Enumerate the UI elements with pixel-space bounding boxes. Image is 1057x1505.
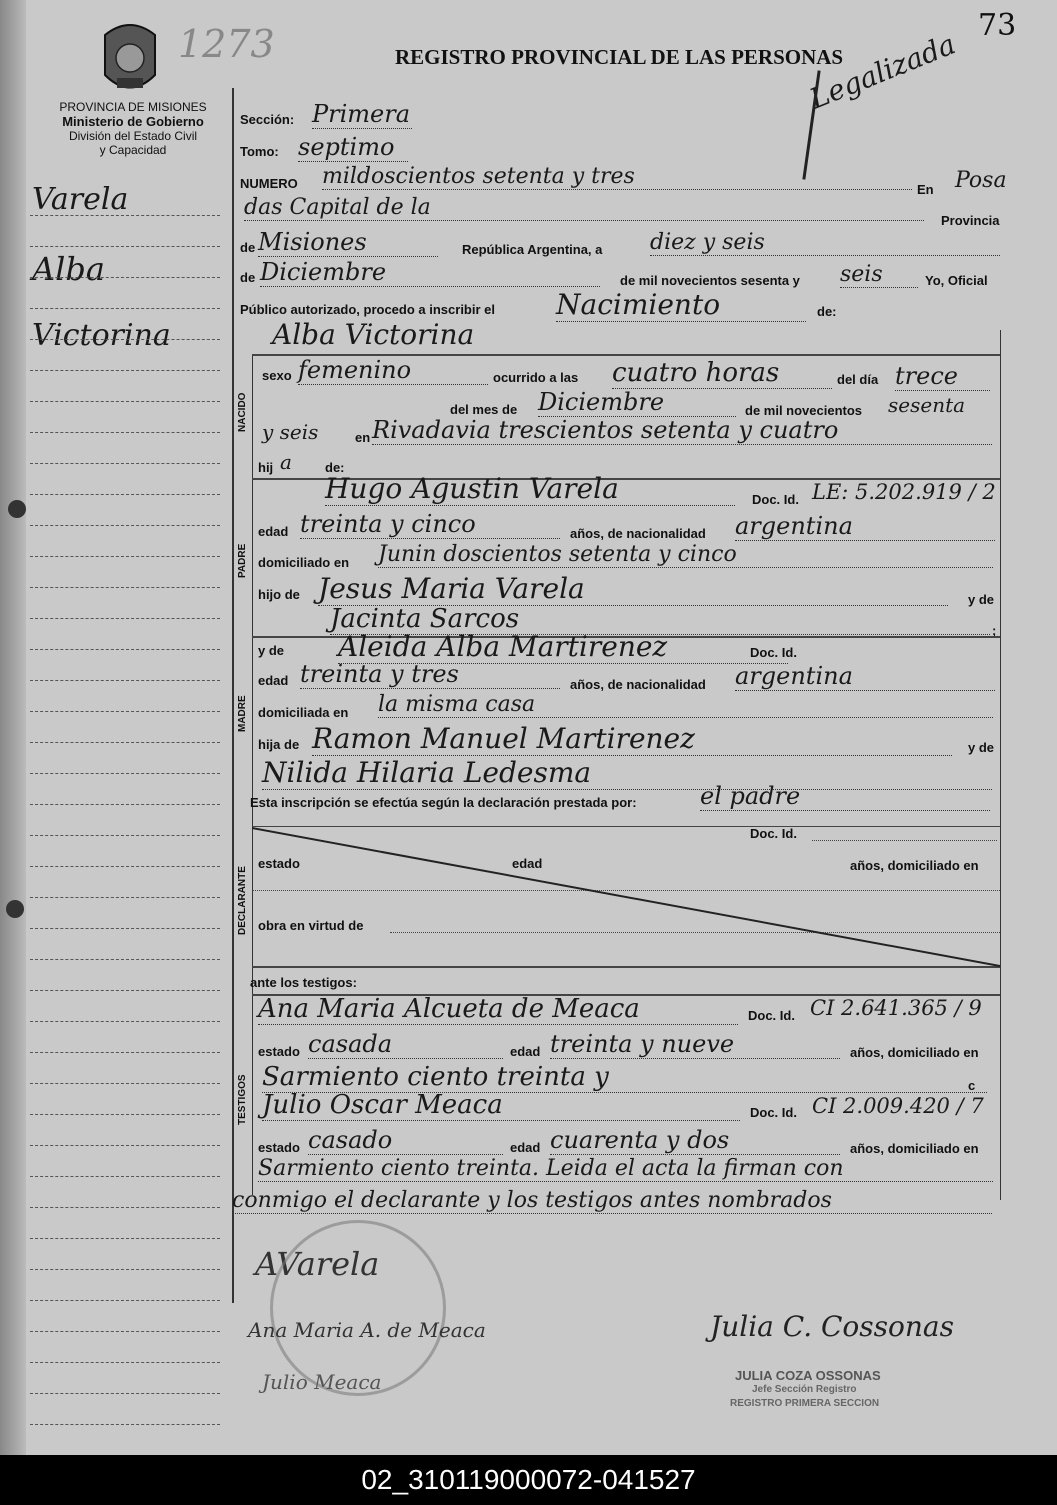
month-value: Diciembre	[260, 258, 600, 287]
handwritten-top-number: 1273	[178, 22, 275, 66]
testigo1-estado-label: estado	[258, 1044, 300, 1059]
margin-rule-line	[30, 1238, 220, 1239]
madre-name: Aleida Alba Martirenez	[338, 630, 788, 664]
margin-rule-line	[30, 1207, 220, 1208]
mes-value: Diciembre	[538, 388, 736, 417]
margin-rule-line	[30, 742, 220, 743]
margin-rule-line	[30, 711, 220, 712]
madre-edad-value: treinta y tres	[300, 660, 560, 689]
testigo2-anos-label: años, domiciliado en	[850, 1141, 979, 1156]
en-label: En	[917, 182, 934, 197]
section-frame-inner	[252, 355, 253, 1195]
en-value: Posa	[955, 168, 1007, 193]
province-name: PROVINCIA DE MISIONES	[59, 100, 207, 114]
margin-rule-line	[30, 1424, 220, 1425]
coat-of-arms-icon	[95, 20, 165, 100]
ocurrido-label: ocurrido a las	[493, 370, 579, 385]
testigo1-dom-value: Sarmiento ciento treinta y	[262, 1062, 987, 1093]
margin-rule-line	[30, 463, 220, 464]
testigo1-doc-label: Doc. Id.	[748, 1008, 795, 1023]
binding-edge	[0, 0, 26, 1455]
margin-rule-line	[30, 215, 220, 216]
margin-rule-line	[30, 680, 220, 681]
oficial-label: Yo, Oficial	[925, 273, 988, 288]
section-madre: MADRE	[237, 695, 248, 732]
acto-value: Nacimiento	[556, 288, 806, 322]
declaracion-value: el padre	[700, 782, 990, 811]
margin-rule-line	[30, 1114, 220, 1115]
padre-hijo-label: hijo de	[258, 587, 300, 602]
sexo-label: sexo	[262, 368, 292, 383]
testigo2-name: Julio Oscar Meaca	[262, 1090, 740, 1121]
testigo2-edad-label: edad	[510, 1140, 541, 1155]
signature-testigo-2: Julio Meaca	[262, 1370, 382, 1394]
testigo2-estado-value: casado	[308, 1126, 503, 1155]
division-name: División del Estado Civil	[68, 129, 198, 143]
ministry-name: Ministerio de Gobierno	[62, 114, 204, 129]
hijo-suffix: a	[280, 450, 292, 474]
anio-value: sesenta	[888, 393, 966, 417]
margin-rule-line	[30, 1176, 220, 1177]
publico-label: Público autorizado, procedo a inscribir el	[240, 302, 495, 317]
tomo-label: Tomo:	[240, 144, 279, 159]
declarante-anos-label: años, domiciliado en	[850, 858, 979, 873]
page-number: 73	[978, 8, 1017, 43]
mes-label: del mes de	[450, 402, 518, 417]
year-value: seis	[840, 262, 918, 288]
binding-hole-1	[8, 500, 26, 518]
madre-nac-label: años, de nacionalidad	[570, 677, 706, 692]
division-name-2: y Capacidad	[99, 143, 167, 157]
legalizada-stamp: Legalizada	[805, 27, 960, 116]
main-frame-left	[232, 88, 234, 1303]
margin-rule-line	[30, 277, 220, 278]
office-header	[28, 100, 238, 157]
seccion-label: Sección:	[240, 112, 295, 127]
margin-rule-line	[30, 1052, 220, 1053]
margin-rule-line	[30, 587, 220, 588]
madre-nac-value: argentina	[735, 662, 995, 691]
padre-hijo-value: Jesus Maria Varela	[318, 572, 948, 606]
margin-rule-line	[30, 959, 220, 960]
testigo1-edad-label: edad	[510, 1044, 541, 1059]
padre-semicolon: ;	[992, 623, 997, 638]
padre-nac-value: argentina	[735, 512, 995, 541]
testigo2-edad-value: cuarenta y dos	[550, 1126, 840, 1155]
margin-name-2: Victorina	[32, 318, 171, 353]
padre-edad-label: edad	[258, 524, 289, 539]
margin-surname: Varela	[32, 182, 129, 217]
margin-rule-line	[30, 432, 220, 433]
testigos-ante-label: ante los testigos:	[250, 975, 357, 990]
padre-edad-value: treinta y cinco	[300, 510, 560, 539]
declarante-doc-label: Doc. Id.	[750, 826, 797, 841]
anio2-value: y seis	[262, 420, 319, 444]
dia-value: trece	[895, 362, 990, 391]
main-frame-right	[1000, 330, 1001, 1200]
en-label-nacido: en	[355, 430, 371, 445]
numero-value: mildoscientos setenta y tres	[322, 164, 912, 190]
declarante-estado-label: estado	[258, 856, 300, 871]
republica-label: República Argentina, a	[462, 242, 603, 257]
margin-rule-line	[30, 1300, 220, 1301]
nacido-name: Alba Victorina	[272, 318, 475, 351]
madre-doc-label: Doc. Id.	[750, 645, 797, 660]
margin-rule-line	[30, 1331, 220, 1332]
margin-rule-line	[30, 525, 220, 526]
section-testigos: TESTIGOS	[237, 1074, 248, 1125]
lugar-value: Rivadavia trescientos setenta y cuatro	[372, 416, 992, 445]
sexo-value: femenino	[298, 356, 488, 385]
madre-edad-label: edad	[258, 673, 289, 688]
tomo-value: septimo	[298, 133, 408, 162]
section-nacido: NACIDO	[237, 392, 248, 432]
testigo1-name: Ana Maria Alcueta de Meaca	[258, 994, 738, 1025]
closing-text: conmigo el declarante y los testigos antes nombrados	[232, 1188, 992, 1214]
margin-rule-line	[30, 804, 220, 805]
oficial-stamp-line-1: JULIA COZA OSSONAS	[735, 1368, 881, 1383]
hora-value: cuatro horas	[612, 358, 832, 389]
binding-hole-2	[6, 900, 24, 918]
nacido-de-label: de:	[325, 460, 345, 475]
declarante-edad-label: edad	[512, 856, 543, 871]
margin-rule-line	[30, 928, 220, 929]
image-id-footer: 02_310119000072-041527	[0, 1455, 1057, 1505]
margin-rule-line	[30, 835, 220, 836]
padre-dom-value: Junin doscientos setenta y cinco	[378, 542, 993, 568]
novecientos-label: de mil novecientos	[745, 403, 863, 418]
padre-nac-label: años, de nacionalidad	[570, 526, 706, 541]
margin-rule-line	[30, 1083, 220, 1084]
margin-rule-line	[30, 1393, 220, 1394]
madre-hija-label: hija de	[258, 737, 300, 752]
testigo2-estado-label: estado	[258, 1140, 300, 1155]
testigo1-edad-value: treinta y nueve	[550, 1030, 840, 1059]
testigo1-anos-label: años, domiciliado en	[850, 1045, 979, 1060]
section-padre: PADRE	[237, 543, 248, 578]
padre-madre-value: Jacinta Sarcos	[330, 604, 990, 635]
padre-doc-label: Doc. Id.	[752, 492, 799, 507]
margin-rule-line	[30, 1362, 220, 1363]
padre-dom-label: domiciliado en	[258, 555, 350, 570]
madre-dom-label: domiciliada en	[258, 705, 349, 720]
margin-rule-line	[30, 1021, 220, 1022]
margin-rule-line	[30, 556, 220, 557]
province-value: Misiones	[258, 228, 438, 257]
day-value: diez y seis	[650, 230, 1000, 256]
mil-label: de mil novecientos sesenta y	[620, 273, 800, 288]
declaracion-label: Esta inscripción se efectúa según la declaración prestada por:	[250, 795, 637, 810]
margin-rule-line	[30, 494, 220, 495]
padre-yde-label: y de	[968, 592, 995, 607]
padre-doc-value: LE: 5.202.919 / 2	[812, 480, 996, 504]
oficial-stamp-line-3: REGISTRO PRIMERA SECCION	[730, 1398, 880, 1409]
seccion-value: Primera	[312, 100, 411, 128]
margin-rule-line	[30, 370, 220, 371]
margin-rule-line	[30, 990, 220, 991]
de-label-1: de	[240, 240, 256, 255]
margin-rule-line	[30, 618, 220, 619]
hijo-label: hij	[258, 460, 274, 475]
madre-dom-value: la misma casa	[378, 692, 993, 718]
provincia-label: Provincia	[941, 213, 1000, 228]
signature-declarante: AVarela	[255, 1245, 380, 1283]
testigo1-doc-value: CI 2.641.365 / 9	[810, 996, 982, 1020]
testigo2-dom-value: Sarmiento ciento treinta. Leida el acta la firman con	[258, 1156, 993, 1182]
margin-rule-line	[30, 401, 220, 402]
margin-name-1: Alba	[32, 250, 105, 288]
margin-rule-line	[30, 308, 220, 309]
testigo1-suffix: c	[968, 1078, 976, 1093]
testigo1-estado-value: casada	[308, 1030, 503, 1059]
page-title: REGISTRO PROVINCIAL DE LAS PERSONAS	[395, 45, 844, 69]
margin-rule-line	[30, 339, 220, 340]
signature-testigo-1: Ana Maria A. de Meaca	[248, 1318, 486, 1342]
madre-yde-label: y de	[258, 643, 285, 658]
de-label-3: de:	[817, 304, 837, 319]
declarante-obra-label: obra en virtud de	[258, 918, 364, 933]
declarante-cross-out	[252, 826, 1000, 968]
line2-value: das Capital de la	[244, 195, 924, 221]
testigo2-doc-value: CI 2.009.420 / 7	[812, 1094, 984, 1118]
margin-rule-line	[30, 1269, 220, 1270]
numero-label: NUMERO	[240, 176, 298, 191]
dia-label: del día	[837, 372, 879, 387]
margin-rule-line	[30, 773, 220, 774]
section-declarante: DECLARANTE	[237, 866, 248, 935]
madre-madre-value: Nilida Hilaria Ledesma	[262, 756, 992, 790]
madre-yde2-label: y de	[968, 740, 995, 755]
madre-hija-value: Ramon Manuel Martirenez	[312, 722, 952, 756]
margin-rule-line	[30, 897, 220, 898]
margin-rule-line	[30, 246, 220, 247]
de-label-2: de	[240, 270, 256, 285]
oficial-stamp-line-2: Jefe Sección Registro	[752, 1384, 857, 1395]
signature-oficial: Julia C. Cossonas	[710, 1310, 954, 1343]
margin-rule-line	[30, 1145, 220, 1146]
margin-rule-line	[30, 866, 220, 867]
testigo2-doc-label: Doc. Id.	[750, 1105, 797, 1120]
margin-rule-line	[30, 649, 220, 650]
padre-name: Hugo Agustin Varela	[325, 472, 735, 506]
